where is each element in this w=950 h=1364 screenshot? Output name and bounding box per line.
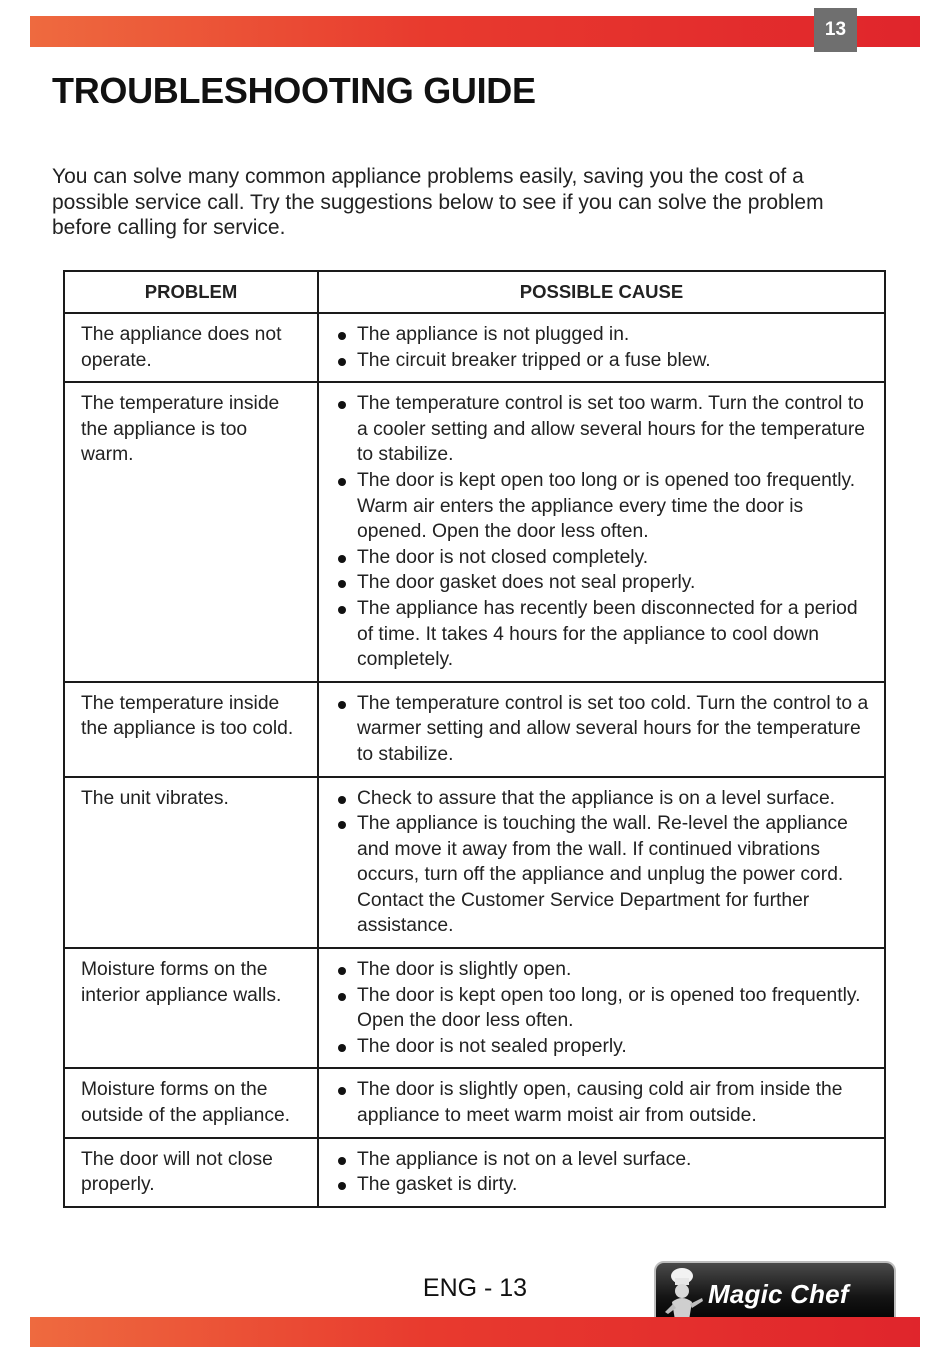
cause-item: The temperature control is set too cold. Turn the control to a warmer setting and allow several hours for the temperature to stabilize. <box>337 691 870 768</box>
problem-column-header: PROBLEM <box>64 271 318 313</box>
page-footer: ENG - 13 <box>422 1274 528 1302</box>
cause-item: The gasket is dirty. <box>337 1172 870 1198</box>
page-number-badge: 13 <box>814 8 857 52</box>
cause-list <box>337 1077 870 1128</box>
header-accent-bar <box>30 16 920 47</box>
cause-cell <box>318 777 885 949</box>
cause-item: The appliance is not plugged in. <box>337 322 870 348</box>
cause-column-header: POSSIBLE CAUSE <box>318 271 885 313</box>
cause-list <box>337 786 870 940</box>
table-row <box>64 313 885 382</box>
cause-item: The door gasket does not seal properly. <box>337 570 870 596</box>
cause-cell <box>318 313 885 382</box>
cause-item: The appliance is touching the wall. Re-level the appliance and move it away from the wall. If continued vibrations occurs, turn off the appliance and unplug the power cord. Contact the Customer Service Department for further assistance. <box>337 811 870 939</box>
table-header-row <box>64 271 885 313</box>
troubleshooting-table <box>63 270 886 1208</box>
table-row <box>64 777 885 949</box>
cause-cell <box>318 948 885 1068</box>
table-row <box>64 382 885 682</box>
cause-list <box>337 691 870 768</box>
chef-mascot-icon <box>662 1264 706 1324</box>
cause-cell <box>318 682 885 777</box>
cause-item: The appliance has recently been disconnected for a period of time. It takes 4 hours for the appliance to cool down completely. <box>337 596 870 673</box>
cause-item: The door is not sealed properly. <box>337 1034 870 1060</box>
cause-item: The temperature control is set too warm. Turn the control to a cooler setting and allow several hours for the temperature to stabilize. <box>337 391 870 468</box>
cause-item: The door is slightly open, causing cold air from inside the appliance to meet warm moist air from outside. <box>337 1077 870 1128</box>
table-row <box>64 948 885 1068</box>
cause-item: The door is kept open too long, or is opened too frequently. Open the door less often. <box>337 983 870 1034</box>
cause-cell <box>318 1138 885 1207</box>
cause-list <box>337 322 870 373</box>
intro-paragraph: You can solve many common appliance problems easily, saving you the cost of a possible service call. Try the suggestions below to see if you can solve the problem before calling for service. <box>52 165 824 239</box>
cause-item: The appliance is not on a level surface. <box>337 1147 870 1173</box>
cause-item: Check to assure that the appliance is on a level surface. <box>337 786 870 812</box>
cause-cell <box>318 382 885 682</box>
cause-list <box>337 957 870 1059</box>
problem-cell: The appliance does not operate. <box>64 313 318 382</box>
table-body <box>64 313 885 1207</box>
table-row <box>64 1068 885 1137</box>
cause-item: The door is kept open too long or is opened too frequently. Warm air enters the appliance every time the door is opened. Open the door less often. <box>337 468 870 545</box>
table-row <box>64 682 885 777</box>
problem-cell: The unit vibrates. <box>64 777 318 949</box>
problem-cell: The temperature inside the appliance is too cold. <box>64 682 318 777</box>
page-title: TROUBLESHOOTING GUIDE <box>52 70 536 111</box>
problem-cell: Moisture forms on the interior appliance walls. <box>64 948 318 1068</box>
logo-wordmark: Magic Chef <box>708 1278 849 1309</box>
cause-list <box>337 1147 870 1198</box>
problem-cell: Moisture forms on the outside of the appliance. <box>64 1068 318 1137</box>
problem-cell: The temperature inside the appliance is too warm. <box>64 382 318 682</box>
cause-item: The door is slightly open. <box>337 957 870 983</box>
table-row <box>64 1138 885 1207</box>
cause-item: The circuit breaker tripped or a fuse blew. <box>337 348 870 374</box>
cause-cell <box>318 1068 885 1137</box>
cause-list <box>337 391 870 673</box>
cause-item: The door is not closed completely. <box>337 545 870 571</box>
problem-cell: The door will not close properly. <box>64 1138 318 1207</box>
footer-accent-bar <box>30 1317 920 1347</box>
